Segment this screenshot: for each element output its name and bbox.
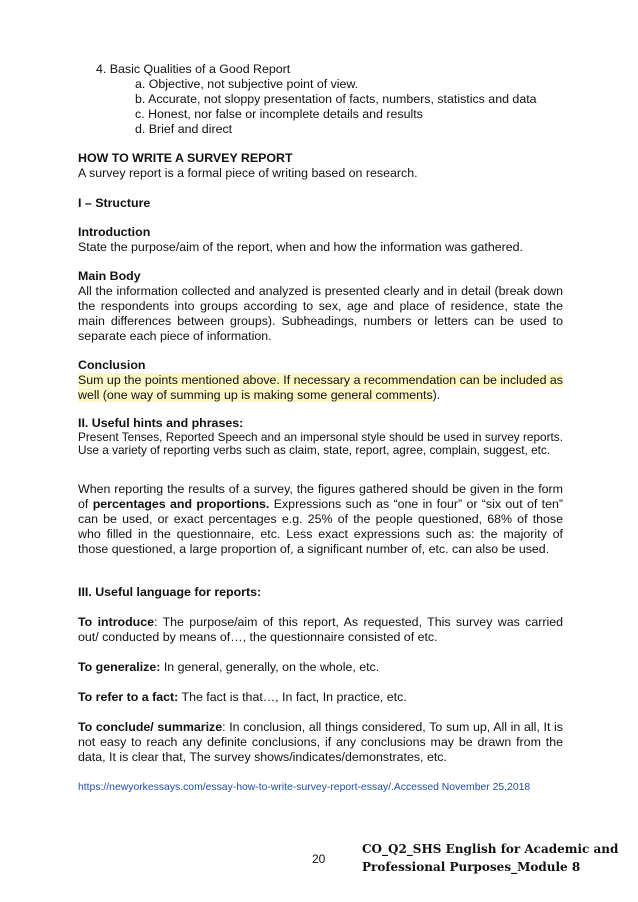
fact-text [78,690,563,705]
hints-heading: II. Useful hints and phrases: [78,416,244,430]
conclusion-text [78,373,563,403]
generalize-body: In general, generally, on the whole, etc. [160,660,380,674]
conclusion-heading: Conclusion [78,358,146,372]
conclusion-highlight: Sum up the points mentioned above. If necessary a recommendation can be included as well (one way of summing up is making some general comments [78,373,563,402]
conclusion-text-end: ). [432,388,441,402]
survey-heading: HOW TO WRITE A SURVEY REPORT [78,151,293,165]
reporting-text-bold: percentages and proportions. [92,497,270,511]
source-link[interactable]: https://newyorkessays.com/essay-how-to-write-survey-report-essay/.Accessed November 25,2018 [78,782,531,793]
fact-section [78,690,563,705]
reporting-text [78,482,563,557]
page-number: 20 [312,852,326,866]
language-heading-block [78,585,563,600]
conclusion-section [78,358,563,403]
quality-item-b: b. Accurate, not sloppy presentation of facts, numbers, statistics and data [135,92,537,106]
quality-item-a: a. Objective, not subjective point of view. [135,77,359,91]
introduce-text [78,615,563,645]
qualities-section [78,62,563,137]
conclude-label: To conclude/ summarize [78,720,223,734]
reporting-text-start: When reporting the results of a survey, the figures gathered should be given in the form of [78,482,563,511]
conclude-section [78,720,563,765]
conclude-text [78,720,563,765]
fact-body: The fact is that…, In fact, In practice, etc. [178,690,407,704]
generalize-text [78,660,563,675]
reporting-text-end: Expressions such as “one in four” or “six out of ten” can be used, or exact percentages e.g. 25% of the people questioned, 68% of those who filled in the questionnaire, etc. Less exact expressions such as: the majority of those questioned, a large proportion of, a significant number of, etc. can also be used. [78,497,564,556]
qualities-title: 4. Basic Qualities of a Good Report [96,62,291,76]
quality-item-d: d. Brief and direct [135,122,233,136]
module-footer-line-2: Professional Purposes_Module 8 [362,860,581,874]
quality-item-c: c. Honest, nor false or incomplete details and results [135,107,423,121]
main-body-heading: Main Body [78,269,141,283]
introduce-section [78,615,563,645]
conclude-body: : In conclusion, all things considered, To sum up, All in all, It is not easy to reach any definite conclusions, if any conclusions may be drawn from the data, It is clear that, The survey shows/indicates/demonstrates, etc. [78,720,563,764]
structure-heading-block [78,196,563,211]
introduction-heading: Introduction [78,225,151,239]
hints-text: Present Tenses, Reported Speech and an impersonal style should be used in survey reports. Use a variety of reporting verbs such as claim, state, report, agree, complain, suggest, etc. [78,430,563,457]
survey-section [78,151,563,181]
generalize-label: To generalize: [78,660,161,674]
language-heading: III. Useful language for reports: [78,585,262,599]
main-body-section [78,269,563,344]
module-footer-line-1: CO_Q2_SHS English for Academic and [362,842,619,856]
hints-section [78,416,563,456]
introduce-label: To introduce [78,615,155,629]
introduction-text: State the purpose/aim of the report, when and how the information was gathered. [78,240,523,254]
structure-heading: I – Structure [78,196,151,210]
survey-intro: A survey report is a formal piece of writing based on research. [78,166,418,180]
source-block [78,777,563,795]
fact-label: To refer to a fact: [78,690,179,704]
generalize-section [78,660,563,675]
reporting-section [78,482,563,557]
introduce-body: : The purpose/aim of this report, As requested, This survey was carried out/ conducted by means of…, the questionnaire consisted of etc. [78,615,564,644]
module-footer [362,840,618,876]
introduction-section [78,225,563,255]
main-body-text: All the information collected and analyzed is presented clearly and in detail (break down the respondents into groups according to sex, age and place of residence, state the main differences between groups). Subheadings, numbers or letters can be used to separate each piece of information. [78,284,563,343]
